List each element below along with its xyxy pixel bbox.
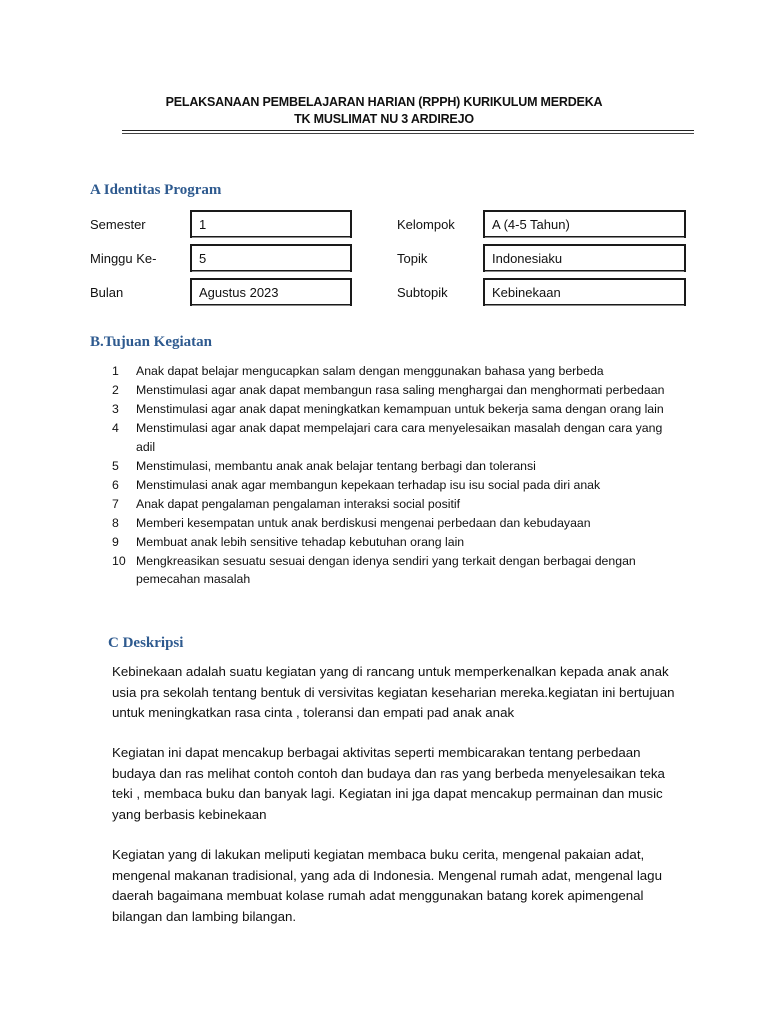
document-title: PELAKSANAAN PEMBELAJARAN HARIAN (RPPH) KURIKULUM MERDEKA (165, 95, 603, 109)
bulan-value: Agustus 2023 (190, 278, 352, 306)
list-item (112, 552, 682, 589)
description-paragraph-3: Kegiatan yang di lakukan meliputi kegiatan membaca buku cerita, mengenal pakaian adat, mengenal makanan tradisional, yang ada di Indonesia. Mengenal rumah adat, mengenal lagu daerah bagaimana membuat kolase rumah adat menggunakan batang korek apimengenal bilangan dan lambing bilangan. (112, 847, 662, 924)
list-item-text: Menstimulasi agar anak dapat mempelajari cara cara menyelesaikan masalah dengan cara yang adil (136, 421, 663, 454)
list-item-text: Membuat anak lebih sensitive tehadap kebutuhan orang lain (136, 534, 465, 549)
kelompok-label: Kelompok (397, 217, 455, 232)
list-item-number: 2 (112, 383, 119, 397)
section-deskripsi-heading: C Deskripsi (108, 635, 184, 651)
list-item-text: Mengkreasikan sesuatu sesuai dengan idenya sendiri yang terkait dengan berbagai dengan pemecahan masalah (136, 553, 636, 586)
list-item (112, 381, 682, 400)
subtopik-value: Kebinekaan (483, 278, 686, 306)
list-item-text: Menstimulasi anak agar membangun kepekaan terhadap isu isu social pada diri anak (136, 477, 601, 492)
section-identitas-heading: A Identitas Program (90, 182, 222, 198)
list-item (112, 533, 682, 552)
list-item-number: 5 (112, 458, 119, 473)
list-item-number: 6 (112, 477, 119, 492)
list-item-text: Menstimulasi agar anak dapat meningkatkan kemampuan untuk bekerja sama dengan orang lain (136, 402, 664, 416)
list-item (112, 457, 682, 476)
goal-list (112, 362, 682, 589)
list-item-number: 3 (112, 402, 119, 416)
header-rule-thin (122, 130, 694, 131)
subtopik-label: Subtopik (397, 285, 448, 300)
list-item-number: 1 (112, 364, 119, 378)
description-paragraph-1: Kebinekaan adalah suatu kegiatan yang di rancang untuk memperkenalkan kepada anak anak usia pra sekolah tentang bentuk di versivitas kegiatan keseharian mereka.kegiatan ini bertujuan untuk meningkatkan rasa cinta , toleransi dan empati pad anak anak (112, 664, 675, 721)
minggu-value: 5 (190, 244, 352, 272)
header-rule-thick (122, 133, 694, 134)
semester-value: 1 (190, 210, 352, 238)
list-item-number: 4 (112, 421, 119, 435)
semester-label: Semester (90, 217, 146, 232)
list-item (112, 514, 682, 533)
topik-label: Topik (397, 251, 428, 266)
list-item-number: 10 (112, 553, 126, 568)
section-tujuan-heading: B.Tujuan Kegiatan (90, 334, 212, 350)
list-item-number: 9 (112, 534, 119, 549)
topik-value: Indonesiaku (483, 244, 686, 272)
bulan-label: Bulan (90, 285, 124, 300)
list-item (112, 476, 682, 495)
school-name: TK MUSLIMAT NU 3 ARDIREJO (294, 112, 474, 126)
list-item-text: Menstimulasi, membantu anak anak belajar tentang berbagi dan toleransi (136, 458, 536, 473)
list-item-number: 8 (112, 515, 119, 530)
kelompok-value: A (4-5 Tahun) (483, 210, 686, 238)
list-item-text: Anak dapat pengalaman pengalaman interaksi social positif (136, 496, 461, 511)
list-item-text: Anak dapat belajar mengucapkan salam dengan menggunakan bahasa yang berbeda (136, 364, 604, 378)
list-item (112, 362, 682, 381)
list-item (112, 419, 682, 456)
minggu-label: Minggu Ke- (90, 251, 157, 266)
list-item-text: Memberi kesempatan untuk anak berdiskusi mengenai perbedaan dan kebudayaan (136, 515, 591, 530)
list-item (112, 400, 682, 419)
list-item-number: 7 (112, 496, 119, 511)
list-item-text: Menstimulasi agar anak dapat membangun rasa saling menghargai dan menghormati perbedaan (136, 383, 665, 397)
list-item (112, 495, 682, 514)
description-paragraph-2: Kegiatan ini dapat mencakup berbagai aktivitas seperti membicarakan tentang perbedaan budaya dan ras melihat contoh contoh dan budaya dan ras yang berbeda menyelesaikan teka teki , membaca buku dan banyak lagi. Kegiatan ini jga dapat mencakup permainan dan music yang berbasis kebinekaan (112, 745, 665, 822)
